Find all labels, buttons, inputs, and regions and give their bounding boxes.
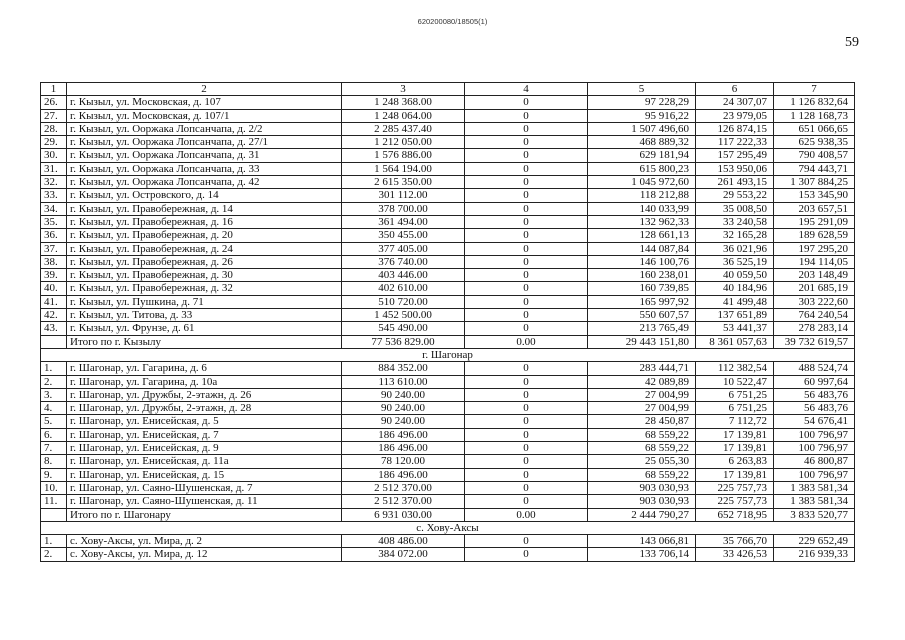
table-cell: 0 <box>465 362 588 375</box>
page-number: 59 <box>845 35 859 50</box>
table-row <box>41 202 855 215</box>
table-cell: 203 148,49 <box>774 269 855 282</box>
table-cell: 0 <box>465 269 588 282</box>
table-cell: 39. <box>41 269 67 282</box>
table-cell: 23 979,05 <box>696 109 774 122</box>
table-cell: 32 165,28 <box>696 229 774 242</box>
table-cell: 0 <box>465 535 588 548</box>
table-cell: 794 443,71 <box>774 162 855 175</box>
table-cell: 6 263,83 <box>696 455 774 468</box>
table-cell: 0 <box>465 309 588 322</box>
total-cell: 0.00 <box>465 335 588 348</box>
table-cell: г. Кызыл, ул. Правобережная, д. 30 <box>67 269 342 282</box>
table-cell: г. Кызыл, ул. Правобережная, д. 14 <box>67 202 342 215</box>
table-cell: 0 <box>465 442 588 455</box>
column-header: 5 <box>588 83 696 96</box>
table-cell: г. Кызыл, ул. Ооржака Лопсанчапа, д. 31 <box>67 149 342 162</box>
total-cell <box>41 508 67 521</box>
total-cell: 77 536 829.00 <box>342 335 465 348</box>
table-cell: 0 <box>465 481 588 494</box>
table-cell: 28 450,87 <box>588 415 696 428</box>
total-cell: 0.00 <box>465 508 588 521</box>
table-cell: 90 240.00 <box>342 388 465 401</box>
table-cell: 17 139,81 <box>696 442 774 455</box>
table-cell: г. Кызыл, ул. Правобережная, д. 32 <box>67 282 342 295</box>
table-cell: 0 <box>465 176 588 189</box>
table-cell: 625 938,35 <box>774 136 855 149</box>
table-cell: 195 291,09 <box>774 215 855 228</box>
table-cell: 27. <box>41 109 67 122</box>
table-cell: 377 405.00 <box>342 242 465 255</box>
table-row <box>41 428 855 441</box>
table-cell: 283 444,71 <box>588 362 696 375</box>
table-row <box>41 495 855 508</box>
table-cell: 36 525,19 <box>696 255 774 268</box>
table-cell: 0 <box>465 402 588 415</box>
table-cell: г. Кызыл, ул. Ооржака Лопсанчапа, д. 2/2 <box>67 122 342 135</box>
table-cell: г. Кызыл, ул. Ооржака Лопсанчапа, д. 42 <box>67 176 342 189</box>
table-cell: 225 757,73 <box>696 495 774 508</box>
table-cell: 361 494.00 <box>342 215 465 228</box>
table-cell: 1 248 064.00 <box>342 109 465 122</box>
table-cell: 1 248 368.00 <box>342 96 465 109</box>
table-cell: 29. <box>41 136 67 149</box>
table-cell: 6 751,25 <box>696 388 774 401</box>
table-cell: 68 559,22 <box>588 428 696 441</box>
table-cell: 1 128 168,73 <box>774 109 855 122</box>
table-cell: 2 512 370.00 <box>342 481 465 494</box>
table-cell: 0 <box>465 189 588 202</box>
table-cell: 0 <box>465 282 588 295</box>
table-cell: 2 512 370.00 <box>342 495 465 508</box>
total-cell: Итого по г. Кызылу <box>67 335 342 348</box>
table-cell: г. Шагонар, ул. Дружбы, 2-этажн, д. 26 <box>67 388 342 401</box>
total-cell: 29 443 151,80 <box>588 335 696 348</box>
total-cell: 652 718,95 <box>696 508 774 521</box>
table-cell: 17 139,81 <box>696 468 774 481</box>
table-cell: г. Шагонар, ул. Енисейская, д. 11а <box>67 455 342 468</box>
table-cell: 9. <box>41 468 67 481</box>
table-cell: 153 950,06 <box>696 162 774 175</box>
table-cell: 41 499,48 <box>696 295 774 308</box>
table-cell: 1. <box>41 535 67 548</box>
table-cell: 165 997,92 <box>588 295 696 308</box>
table-cell: 0 <box>465 215 588 228</box>
table-cell: г. Шагонар, ул. Гагарина, д. 10а <box>67 375 342 388</box>
table-cell: 24 307,07 <box>696 96 774 109</box>
column-header: 6 <box>696 83 774 96</box>
table-row <box>41 468 855 481</box>
table-row <box>41 242 855 255</box>
table-cell: 0 <box>465 375 588 388</box>
table-cell: 25 055,30 <box>588 455 696 468</box>
table-cell: г. Шагонар, ул. Енисейская, д. 15 <box>67 468 342 481</box>
table-cell: 0 <box>465 255 588 268</box>
table-cell: 225 757,73 <box>696 481 774 494</box>
table-cell: 1. <box>41 362 67 375</box>
table-row <box>41 215 855 228</box>
table-cell: 126 874,15 <box>696 122 774 135</box>
table-row <box>41 109 855 122</box>
table-cell: 764 240,54 <box>774 309 855 322</box>
table-cell: 17 139,81 <box>696 428 774 441</box>
table-cell: 0 <box>465 149 588 162</box>
table-cell: 40 184,96 <box>696 282 774 295</box>
table-cell: 10. <box>41 481 67 494</box>
table-cell: 42. <box>41 309 67 322</box>
table-cell: г. Кызыл, ул. Московская, д. 107/1 <box>67 109 342 122</box>
section-row <box>41 521 855 534</box>
table-row <box>41 402 855 415</box>
table-row <box>41 136 855 149</box>
table-cell: 6. <box>41 428 67 441</box>
table-cell: г. Кызыл, ул. Правобережная, д. 20 <box>67 229 342 242</box>
table-cell: 157 295,49 <box>696 149 774 162</box>
table-cell: 42 089,89 <box>588 375 696 388</box>
table-cell: 38. <box>41 255 67 268</box>
table-cell: 1 564 194.00 <box>342 162 465 175</box>
table-cell: 100 796,97 <box>774 468 855 481</box>
table-cell: 0 <box>465 388 588 401</box>
table-cell: 0 <box>465 322 588 335</box>
table-cell: 68 559,22 <box>588 468 696 481</box>
total-cell: 39 732 619,57 <box>774 335 855 348</box>
total-row <box>41 508 855 521</box>
table-cell: 0 <box>465 242 588 255</box>
table-cell: г. Кызыл, ул. Правобережная, д. 26 <box>67 255 342 268</box>
table-cell: 160 739,85 <box>588 282 696 295</box>
table-cell: 90 240.00 <box>342 402 465 415</box>
table-cell: г. Кызыл, ул. Титова, д. 33 <box>67 309 342 322</box>
table-row <box>41 322 855 335</box>
table-cell: 10 522,47 <box>696 375 774 388</box>
section-title: с. Хову-Аксы <box>41 521 855 534</box>
table-cell: 2. <box>41 375 67 388</box>
table-cell: 790 408,57 <box>774 149 855 162</box>
table-cell: г. Шагонар, ул. Енисейская, д. 5 <box>67 415 342 428</box>
table-cell: 0 <box>465 136 588 149</box>
table-cell: 0 <box>465 162 588 175</box>
table-row <box>41 255 855 268</box>
table-cell: 41. <box>41 295 67 308</box>
table-cell: 56 483,76 <box>774 402 855 415</box>
table-cell: г. Кызыл, ул. Ооржака Лопсанчапа, д. 33 <box>67 162 342 175</box>
table-cell: 1 452 500.00 <box>342 309 465 322</box>
table-cell: 8. <box>41 455 67 468</box>
table-cell: 133 706,14 <box>588 548 696 561</box>
table-cell: 28. <box>41 122 67 135</box>
table-cell: 100 796,97 <box>774 442 855 455</box>
table-cell: г. Кызыл, ул. Пушкина, д. 71 <box>67 295 342 308</box>
table-cell: 2 615 350.00 <box>342 176 465 189</box>
table-cell: 144 087,84 <box>588 242 696 255</box>
table-cell: 113 610.00 <box>342 375 465 388</box>
table-cell: 488 524,74 <box>774 362 855 375</box>
table-cell: 40. <box>41 282 67 295</box>
table-row <box>41 362 855 375</box>
table-cell: 2 285 437.40 <box>342 122 465 135</box>
table-cell: 1 212 050.00 <box>342 136 465 149</box>
table-row <box>41 229 855 242</box>
total-cell: 6 931 030.00 <box>342 508 465 521</box>
table-cell: 1 126 832,64 <box>774 96 855 109</box>
table-cell: 1 507 496,60 <box>588 122 696 135</box>
table-cell: г. Кызыл, ул. Островского, д. 14 <box>67 189 342 202</box>
table-cell: 36 021,96 <box>696 242 774 255</box>
table-cell: 0 <box>465 109 588 122</box>
table-cell: 402 610.00 <box>342 282 465 295</box>
table-cell: 29 553,22 <box>696 189 774 202</box>
table-cell: 53 441,37 <box>696 322 774 335</box>
table-row <box>41 149 855 162</box>
table-cell: 27 004,99 <box>588 402 696 415</box>
table-cell: г. Шагонар, ул. Саяно-Шушенская, д. 7 <box>67 481 342 494</box>
table-cell: 68 559,22 <box>588 442 696 455</box>
table-cell: 0 <box>465 202 588 215</box>
table-cell: 56 483,76 <box>774 388 855 401</box>
table-cell: 186 496.00 <box>342 428 465 441</box>
table-cell: 278 283,14 <box>774 322 855 335</box>
table-cell: 1 045 972,60 <box>588 176 696 189</box>
table-cell: г. Кызыл, ул. Фрунзе, д. 61 <box>67 322 342 335</box>
table-row <box>41 189 855 202</box>
table-row <box>41 415 855 428</box>
table-cell: 186 496.00 <box>342 442 465 455</box>
table-cell: 1 576 886.00 <box>342 149 465 162</box>
table-cell: 35 008,50 <box>696 202 774 215</box>
table-cell: 35. <box>41 215 67 228</box>
table-cell: 2. <box>41 548 67 561</box>
table-row <box>41 548 855 561</box>
table-cell: 112 382,54 <box>696 362 774 375</box>
table-cell: 31. <box>41 162 67 175</box>
table-cell: 0 <box>465 548 588 561</box>
table-cell: 153 345,90 <box>774 189 855 202</box>
total-cell: Итого по г. Шагонару <box>67 508 342 521</box>
table-cell: 213 765,49 <box>588 322 696 335</box>
table-cell: 100 796,97 <box>774 428 855 441</box>
column-header: 2 <box>67 83 342 96</box>
table-cell: 403 446.00 <box>342 269 465 282</box>
table-cell: 0 <box>465 495 588 508</box>
section-row <box>41 348 855 361</box>
table-cell: 60 997,64 <box>774 375 855 388</box>
table-cell: 43. <box>41 322 67 335</box>
table-cell: 0 <box>465 468 588 481</box>
table-cell: 7. <box>41 442 67 455</box>
table-cell: 118 212,88 <box>588 189 696 202</box>
table-cell: 1 383 581,34 <box>774 481 855 494</box>
table-cell: 376 740.00 <box>342 255 465 268</box>
table-cell: г. Кызыл, ул. Московская, д. 107 <box>67 96 342 109</box>
table-cell: 7 112,72 <box>696 415 774 428</box>
table-cell: 27 004,99 <box>588 388 696 401</box>
table-cell: 46 800,87 <box>774 455 855 468</box>
table-cell: 33 426,53 <box>696 548 774 561</box>
table-cell: с. Хову-Аксы, ул. Мира, д. 12 <box>67 548 342 561</box>
table-cell: 0 <box>465 455 588 468</box>
table-cell: 32. <box>41 176 67 189</box>
table-cell: 194 114,05 <box>774 255 855 268</box>
table-cell: г. Кызыл, ул. Правобережная, д. 24 <box>67 242 342 255</box>
table-cell: 146 100,76 <box>588 255 696 268</box>
table-row <box>41 309 855 322</box>
table-cell: 117 222,33 <box>696 136 774 149</box>
table-cell: 0 <box>465 428 588 441</box>
table-cell: 11. <box>41 495 67 508</box>
table-cell: 261 493,15 <box>696 176 774 189</box>
table-cell: 33 240,58 <box>696 215 774 228</box>
table-row <box>41 96 855 109</box>
table-cell: 0 <box>465 415 588 428</box>
table-cell: 216 939,33 <box>774 548 855 561</box>
table-cell: 903 030,93 <box>588 481 696 494</box>
table-row <box>41 455 855 468</box>
table-cell: 140 033,99 <box>588 202 696 215</box>
table-cell: 350 455.00 <box>342 229 465 242</box>
table-cell: 550 607,57 <box>588 309 696 322</box>
table-cell: г. Шагонар, ул. Енисейская, д. 9 <box>67 442 342 455</box>
table-row <box>41 162 855 175</box>
table-cell: г. Шагонар, ул. Гагарина, д. 6 <box>67 362 342 375</box>
table-row <box>41 269 855 282</box>
table-cell: 615 800,23 <box>588 162 696 175</box>
column-header: 7 <box>774 83 855 96</box>
table-cell: 95 916,22 <box>588 109 696 122</box>
table-cell: 203 657,51 <box>774 202 855 215</box>
table-cell: 35 766,70 <box>696 535 774 548</box>
table-cell: 510 720.00 <box>342 295 465 308</box>
table-cell: 378 700.00 <box>342 202 465 215</box>
table-cell: 160 238,01 <box>588 269 696 282</box>
table-cell: 545 490.00 <box>342 322 465 335</box>
table-cell: 36. <box>41 229 67 242</box>
table-cell: 4. <box>41 402 67 415</box>
total-row <box>41 335 855 348</box>
table-cell: 33. <box>41 189 67 202</box>
table-cell: 301 112.00 <box>342 189 465 202</box>
table-cell: 90 240.00 <box>342 415 465 428</box>
table-cell: 78 120.00 <box>342 455 465 468</box>
table-cell: 0 <box>465 96 588 109</box>
table-cell: г. Кызыл, ул. Ооржака Лопсанчапа, д. 27/1 <box>67 136 342 149</box>
table-cell: 1 307 884,25 <box>774 176 855 189</box>
table-cell: 54 676,41 <box>774 415 855 428</box>
table-cell: 137 651,89 <box>696 309 774 322</box>
table-cell: 6 751,25 <box>696 402 774 415</box>
table-cell: 884 352.00 <box>342 362 465 375</box>
table-cell: 651 066,65 <box>774 122 855 135</box>
table-cell: 201 685,19 <box>774 282 855 295</box>
total-cell <box>41 335 67 348</box>
table-cell: 189 628,59 <box>774 229 855 242</box>
table-cell: 629 181,94 <box>588 149 696 162</box>
table-cell: 40 059,50 <box>696 269 774 282</box>
table-cell: г. Шагонар, ул. Саяно-Шушенская, д. 11 <box>67 495 342 508</box>
table-row <box>41 375 855 388</box>
table-cell: 30. <box>41 149 67 162</box>
table-cell: 408 486.00 <box>342 535 465 548</box>
table-row <box>41 176 855 189</box>
table-cell: 128 661,13 <box>588 229 696 242</box>
table-cell: 0 <box>465 295 588 308</box>
column-header: 3 <box>342 83 465 96</box>
section-title: г. Шагонар <box>41 348 855 361</box>
table-cell: г. Кызыл, ул. Правобережная, д. 16 <box>67 215 342 228</box>
table-cell: 384 072.00 <box>342 548 465 561</box>
table-cell: 1 383 581,34 <box>774 495 855 508</box>
table-row <box>41 535 855 548</box>
table-cell: 132 962,33 <box>588 215 696 228</box>
table-header-row <box>41 83 855 96</box>
column-header: 1 <box>41 83 67 96</box>
table-cell: 903 030,93 <box>588 495 696 508</box>
table-row <box>41 442 855 455</box>
table-cell: 0 <box>465 229 588 242</box>
table-row <box>41 481 855 494</box>
table-cell: 197 295,20 <box>774 242 855 255</box>
table-cell: 26. <box>41 96 67 109</box>
table-cell: 186 496.00 <box>342 468 465 481</box>
column-header: 4 <box>465 83 588 96</box>
table-cell: 0 <box>465 122 588 135</box>
table-body <box>41 83 855 562</box>
table-cell: 5. <box>41 415 67 428</box>
table-cell: с. Хову-Аксы, ул. Мира, д. 2 <box>67 535 342 548</box>
table-row <box>41 282 855 295</box>
total-cell: 3 833 520,77 <box>774 508 855 521</box>
table-cell: г. Шагонар, ул. Енисейская, д. 7 <box>67 428 342 441</box>
data-table <box>40 82 855 562</box>
total-cell: 2 444 790,27 <box>588 508 696 521</box>
table-cell: 3. <box>41 388 67 401</box>
table-cell: 143 066,81 <box>588 535 696 548</box>
table-row <box>41 295 855 308</box>
table-cell: 34. <box>41 202 67 215</box>
table-row <box>41 388 855 401</box>
table-cell: 229 652,49 <box>774 535 855 548</box>
table-cell: 303 222,60 <box>774 295 855 308</box>
document-id: 620200080/18505(1) <box>417 17 488 26</box>
table-cell: г. Шагонар, ул. Дружбы, 2-этажн, д. 28 <box>67 402 342 415</box>
table-row <box>41 122 855 135</box>
table-cell: 97 228,29 <box>588 96 696 109</box>
table-cell: 37. <box>41 242 67 255</box>
total-cell: 8 361 057,63 <box>696 335 774 348</box>
table-cell: 468 889,32 <box>588 136 696 149</box>
